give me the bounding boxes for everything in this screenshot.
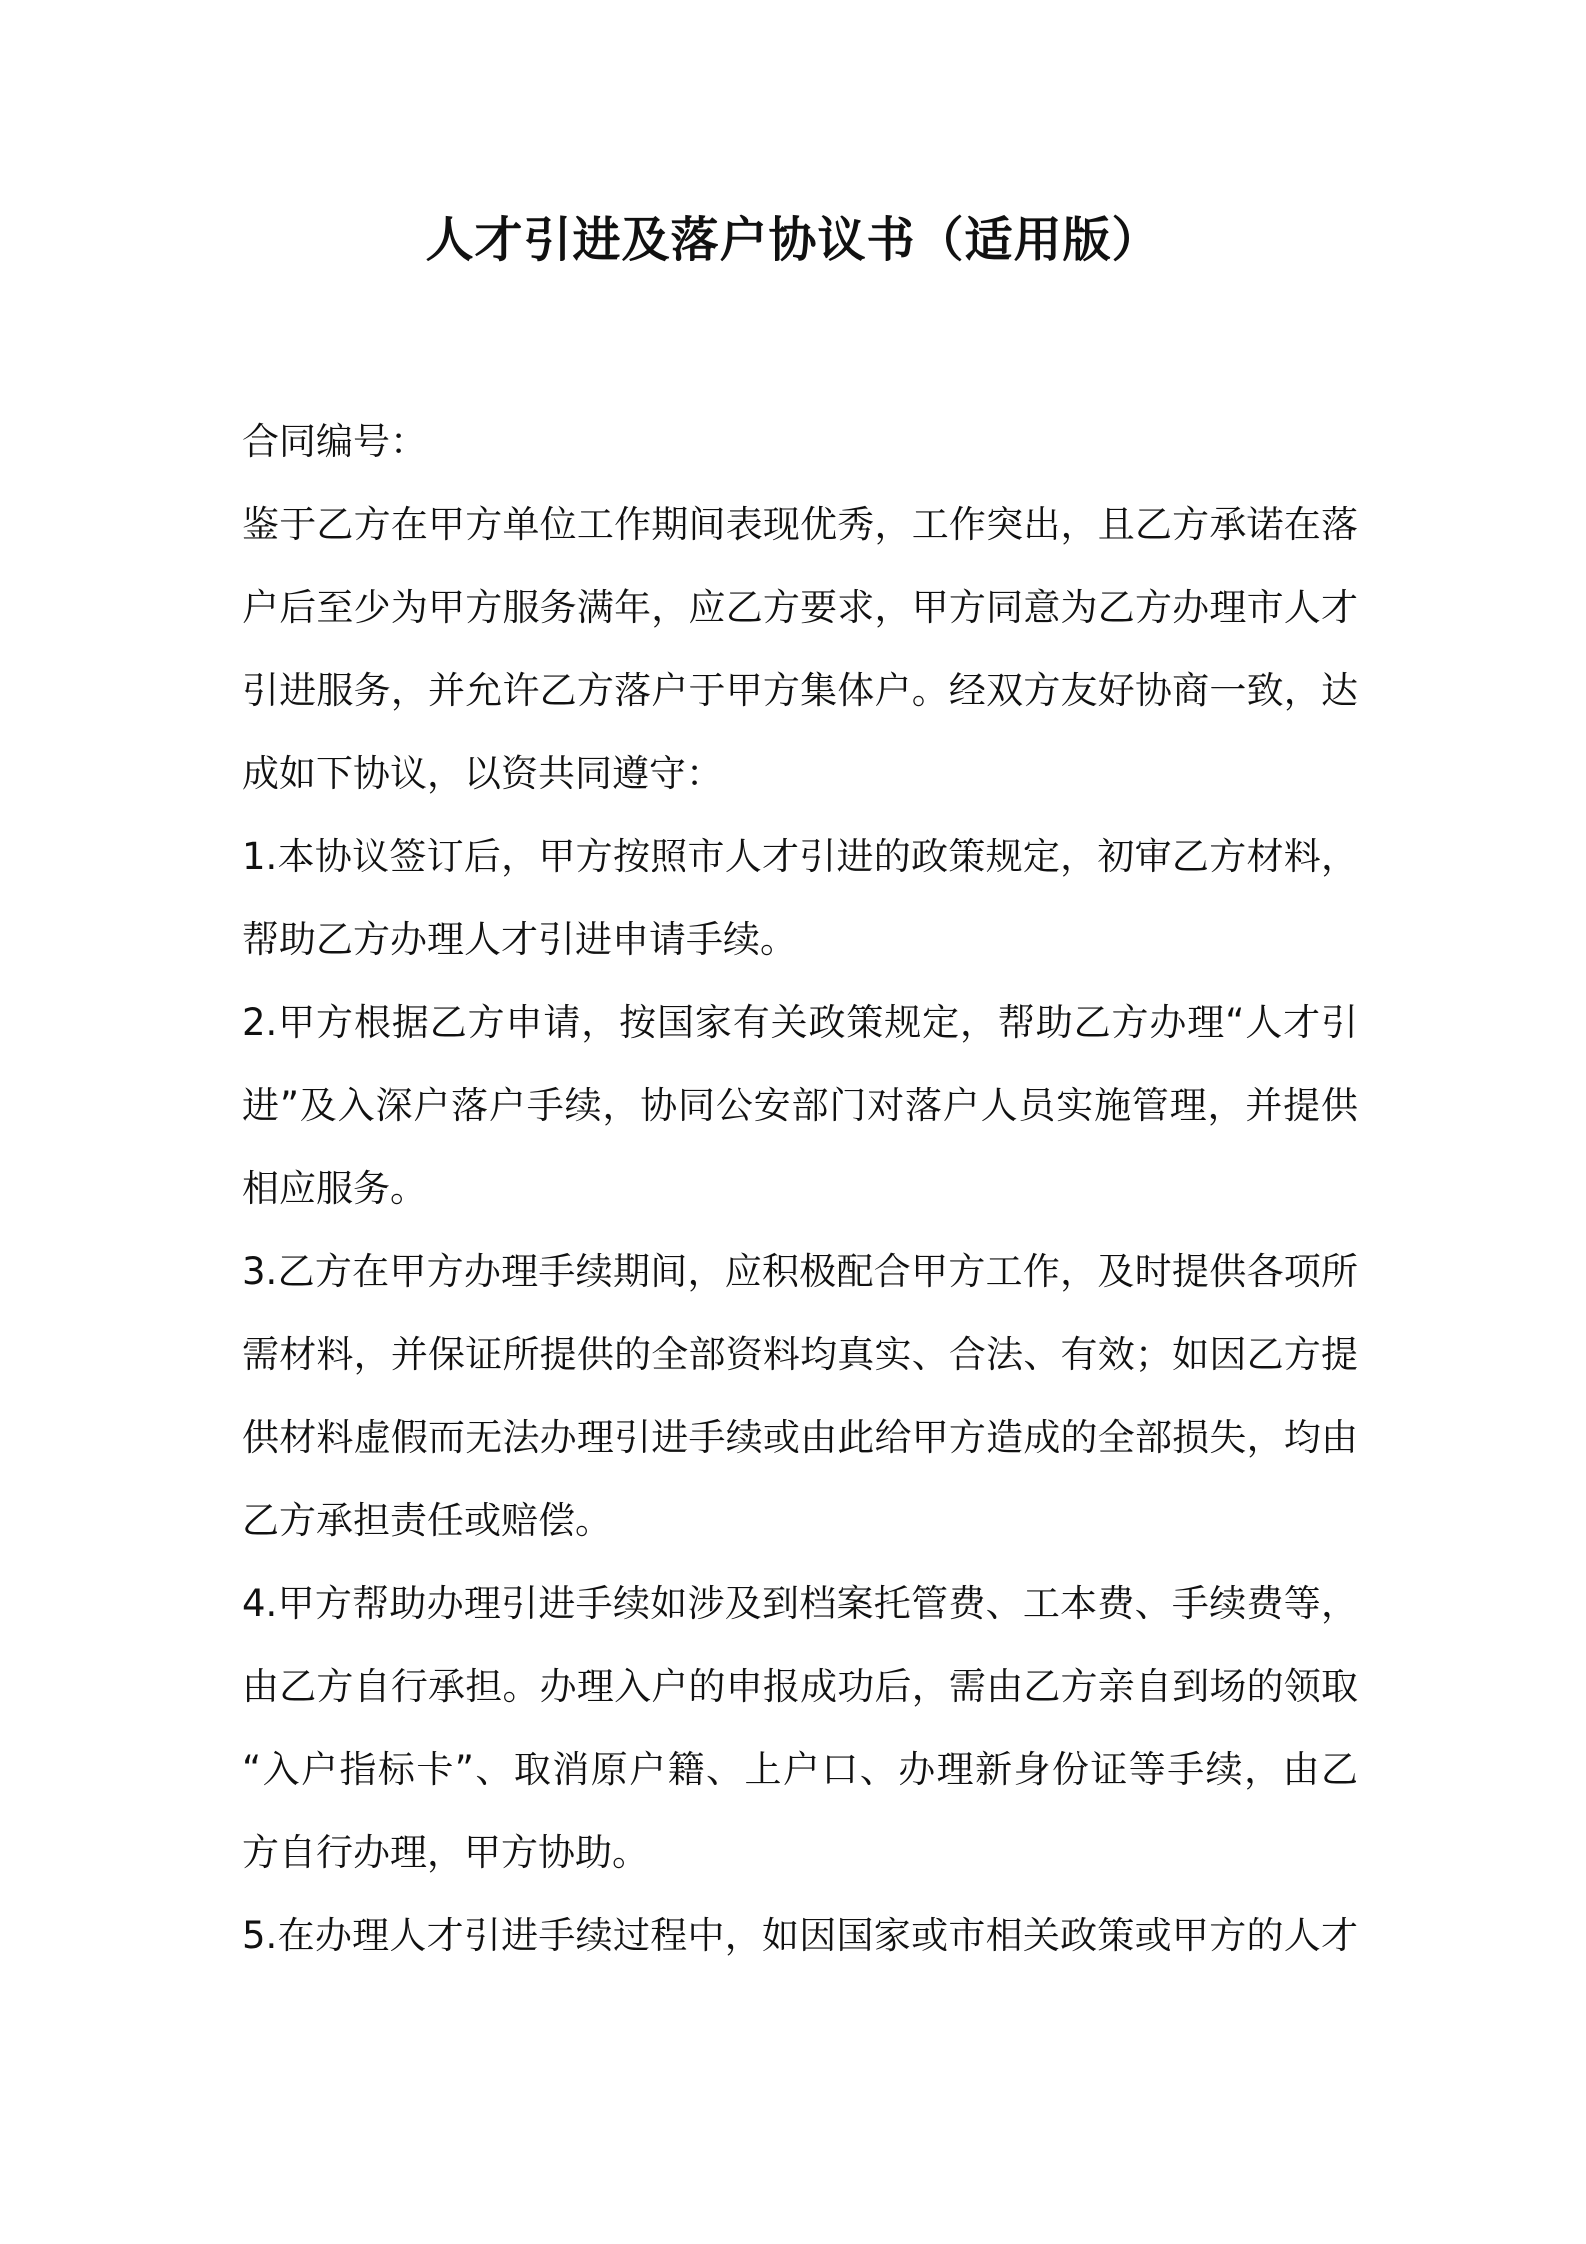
clause-3-line: 需材料，并保证所提供的全部资料均真实、合法、有效；如因乙方提 [242,1333,1358,1376]
clause-2-line: 相应服务。 [242,1167,427,1210]
clause-3-line: 乙方承担责任或赔偿。 [242,1499,612,1542]
clause-5-line: 5.在办理人才引进手续过程中，如因国家或市相关政策或甲方的人才 [242,1914,1358,1957]
clause-1-line: 帮助乙方办理人才引进申请手续。 [242,918,797,961]
clause-4-line: “入户指标卡”、取消原户籍、上户口、办理新身份证等手续，由乙 [242,1748,1358,1791]
paragraph-line: 户后至少为甲方服务满年，应乙方要求，甲方同意为乙方办理市人才 [242,586,1358,629]
clause-4-line: 由乙方自行承担。办理入户的申报成功后，需由乙方亲自到场的领取 [242,1665,1358,1708]
clause-2-line: 2.甲方根据乙方申请，按国家有关政策规定，帮助乙方办理“人才引 [242,1001,1358,1044]
clause-3-line: 供材料虚假而无法办理引进手续或由此给甲方造成的全部损失，均由 [242,1416,1358,1459]
clause-3-line: 3.乙方在甲方办理手续期间，应积极配合甲方工作，及时提供各项所 [242,1250,1358,1293]
contract-number-label: 合同编号： [242,420,427,463]
clause-4-line: 4.甲方帮助办理引进手续如涉及到档案托管费、工本费、手续费等， [242,1582,1358,1625]
paragraph-line: 成如下协议，以资共同遵守： [242,752,723,795]
clause-2-line: 进”及入深户落户手续，协同公安部门对落户人员实施管理，并提供 [242,1084,1358,1127]
paragraph-line: 鉴于乙方在甲方单位工作期间表现优秀，工作突出，且乙方承诺在落 [242,503,1358,546]
paragraph-line: 引进服务，并允许乙方落户于甲方集体户。经双方友好协商一致，达 [242,669,1358,712]
clause-1-line: 1.本协议签订后，甲方按照市人才引进的政策规定，初审乙方材料， [242,835,1358,878]
document-body [242,400,1358,1977]
clause-4-line: 方自行办理，甲方协助。 [242,1831,649,1874]
document-title: 人才引进及落户协议书（适用版） [425,212,1161,268]
